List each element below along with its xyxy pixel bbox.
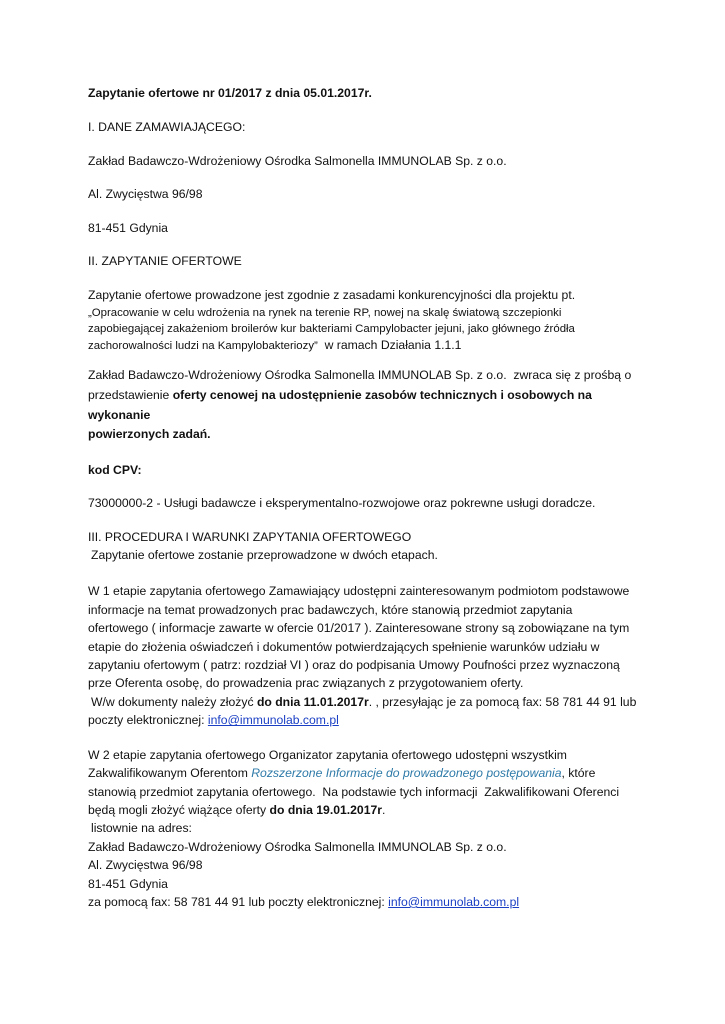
project-title-line-2: zapobiegającej zakażeniom broilerów kur bakteriami Campylobacter jejuni, jako głównego źródła (88, 323, 575, 336)
section-2-heading: II. ZAPYTANIE OFERTOWE (88, 254, 242, 269)
stage-2-deadline-text: będą mogli złożyć wiążące oferty (88, 802, 270, 817)
request-line-2 (88, 386, 648, 425)
stage-1-deadline-text: W/w dokumenty należy złożyć (91, 694, 257, 709)
company-street: Al. Zwycięstwa 96/98 (88, 187, 203, 202)
stage-2-city: 81-451 Gdynia (88, 876, 168, 891)
request-line-2-text: przedstawienie (88, 388, 173, 403)
cpv-heading: kod CPV: (88, 462, 142, 477)
stage-2-company: Zakład Badawczo-Wdrożeniowy Ośrodka Salmonella IMMUNOLAB Sp. z o.o. (88, 839, 507, 854)
company-city: 81-451 Gdynia (88, 220, 168, 235)
project-title-end: zachorowalności ludzi na Kampylobakteriozy” (88, 340, 318, 353)
cpv-code: 73000000-2 - Usługi badawcze i eksperymentalno-rozwojowe oraz pokrewne usługi doradcze. (88, 496, 596, 511)
stage-2-deadline-date: do dnia 19.01.2017r (269, 802, 383, 817)
stage-1-line: ofertowego ( informacje zawarte w ofercie 01/2017 ). Zainteresowane strony są zobowiązane na tym (88, 621, 630, 636)
extended-info-title: Rozszerzone Informacje do prowadzonego postępowania (251, 766, 562, 781)
stage-2-deadline-line (88, 801, 648, 819)
stage-1-deadline-line (88, 693, 648, 711)
stage-1-line: prze Oferenta osobę, do prowadzenia prac związanych z przygotowaniem oferty. (88, 676, 524, 691)
stage-1-email-label: poczty elektronicznej: (88, 713, 208, 728)
stage-2-line: W 2 etapie zapytania ofertowego Organizator zapytania ofertowego udostępni wszystkim (88, 747, 567, 762)
stage-2-line: stanowią przedmiot zapytania ofertowego. Na podstawie tych informacji Zakwalifikowani Oferenci (88, 784, 620, 799)
stage-2-email-line (88, 893, 648, 911)
section-3-intro: Zapytanie ofertowe zostanie przeprowadzone w dwóch etapach. (91, 548, 438, 563)
document-title: Zapytanie ofertowe nr 01/2017 z dnia 05.01.2017r. (88, 86, 372, 100)
company-name: Zakład Badawczo-Wdrożeniowy Ośrodka Salmonella IMMUNOLAB Sp. z o.o. (88, 153, 507, 168)
section-3-heading: III. PROCEDURA I WARUNKI ZAPYTANIA OFERTOWEGO (88, 529, 412, 544)
stage-1-line: informacje na temat prowadzonych prac badawczych, które stanowią przedmiot zapytania (88, 602, 573, 617)
request-paragraph (88, 366, 648, 444)
project-intro-paragraph (88, 286, 648, 354)
stage-2-info-tail: , które (561, 766, 596, 781)
stage-1-line: zapytaniu ofertowym ( patrz: rozdział VI ) oraz do podpisania Umowy Poufności przez wyznaczoną (88, 658, 620, 673)
request-line-1: Zakład Badawczo-Wdrożeniowy Ośrodka Salmonella IMMUNOLAB Sp. z o.o. zwraca się z prośbą o (88, 368, 632, 383)
project-title-line-1: „Opracowanie w celu wdrożenia na rynek na terenie RP, nowej na skalę światową szczepionki (88, 306, 562, 319)
section-1-heading: I. DANE ZAMAWIAJĄCEGO: (88, 120, 246, 135)
stage-1-email-line (88, 711, 648, 729)
stage-2-email-link[interactable]: info@immunolab.com.pl (388, 894, 520, 909)
request-offer-emphasis: oferty cenowej na udostępnienie zasobów technicznych i osobowych na wykonanie (88, 388, 592, 422)
request-line-3: powierzonych zadań. (88, 427, 211, 442)
stage-2-info-line (88, 764, 648, 782)
stage-1-line: W 1 etapie zapytania ofertowego Zamawiający udostępni zainteresowanym podmiotom podstawowe (88, 584, 630, 599)
stage-2-paragraph (88, 746, 648, 912)
measure-reference: w ramach Działania 1.1.1 (317, 338, 462, 353)
stage-2-postal-label: listownie na adres: (91, 821, 192, 836)
stage-1-deadline-date: do dnia 11.01.2017r (256, 694, 369, 709)
stage-1-fax-text: . , przesyłając je za pomocą fax: 58 781 44 91 lub (368, 694, 637, 709)
stage-1-paragraph (88, 582, 648, 729)
document-page (88, 84, 648, 911)
intro-line: Zapytanie ofertowe prowadzone jest zgodnie z zasadami konkurencyjności dla projektu pt. (88, 288, 576, 303)
stage-2-email-label: za pomocą fax: 58 781 44 91 lub poczty elektronicznej: (88, 894, 389, 909)
stage-1-email-link[interactable]: info@immunolab.com.pl (207, 713, 339, 728)
stage-1-line: etapie do złożenia oświadczeń i dokumentów potwierdzających spełnienie warunków udziału w (88, 639, 600, 654)
stage-2-info-text: Zakwalifikowanym Oferentom (88, 766, 252, 781)
stage-2-deadline-end: . (382, 802, 386, 817)
project-title-line-3 (88, 337, 648, 354)
stage-2-street: Al. Zwycięstwa 96/98 (88, 858, 203, 873)
